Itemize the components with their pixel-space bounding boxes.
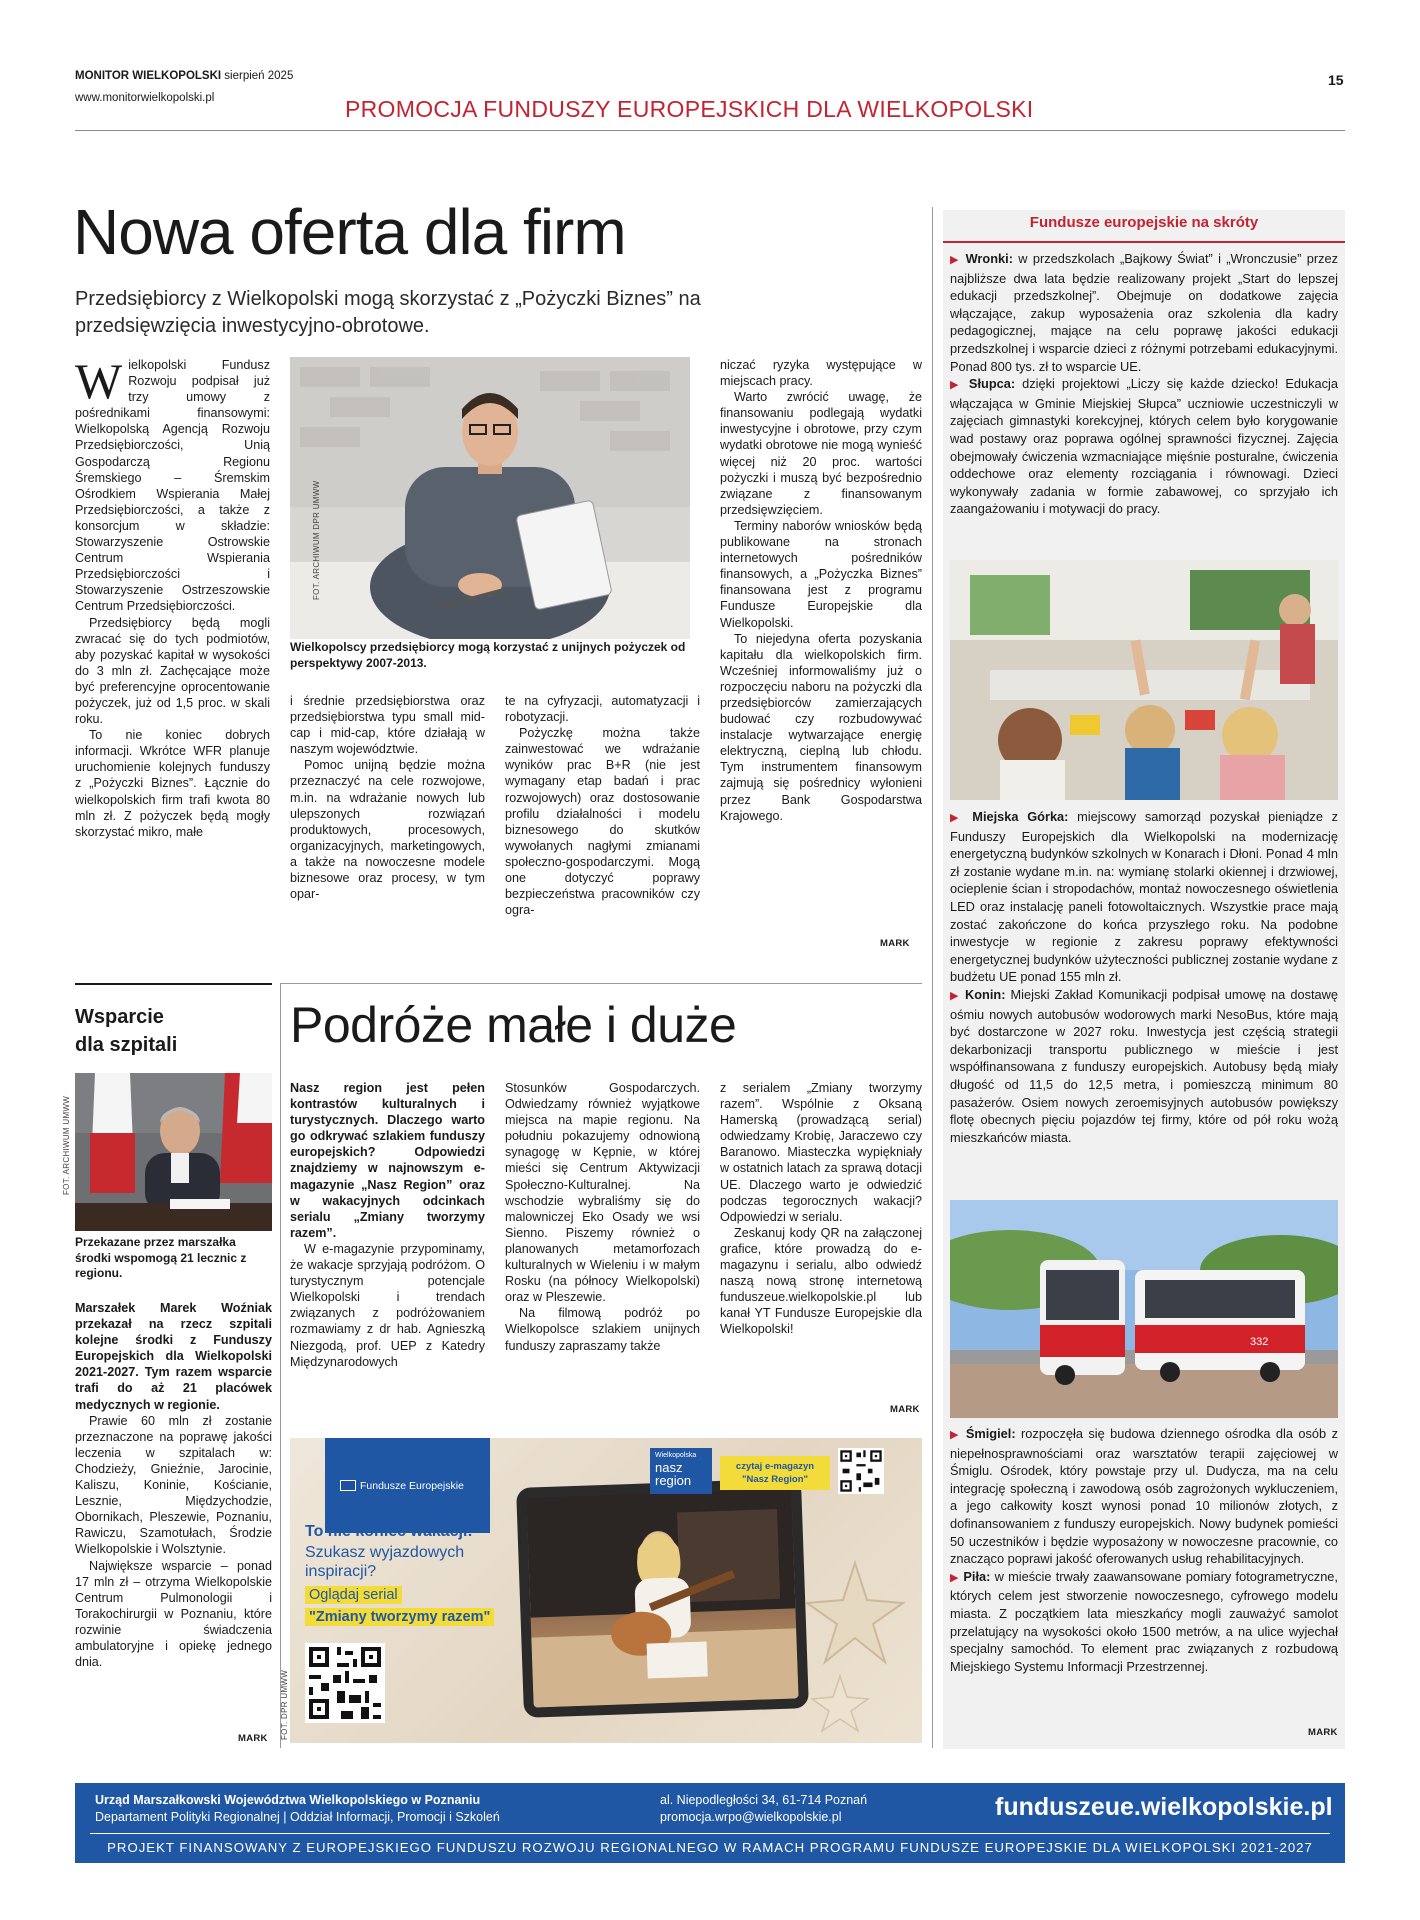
footer-bar [75,1783,1345,1863]
main-article-col-2 [290,693,485,958]
ad-subheadline: Szukasz wyjazdowych inspiracji? [305,1544,465,1580]
bullet-triangle-icon: ▶ [950,989,960,1002]
main-article-lede: Przedsiębiorcy z Wielkopolski mogą skorzystać z „Pożyczki Biznes” na przedsięwzięcia inwestycyjno-obrotowe. [75,288,701,337]
paragraph: Przedsiębiorcy będą mogli zwracać się do tych podmiotów, aby pozyskać kapitał w wysokości do 3 mln zł. Zachęcające może być preferencyjne oprocentowanie pożyczek, już od 1,5 proc. w skali roku. [75,615,270,727]
news-text: Miejski Zakład Komunikacji podpisał umowę na dostawę ośmiu nowych autobusów wodorowych marki NesoBus, które mają być dostarczone w 2027 roku. Inwestycja jest częścią strategii dekarbonizacji transportu publicznego w mieście i jest współfinansowana z funduszy europejskich. Autobusy będą miały długość od 11,5 do 12,5 metra, i pomieszczą minimum 80 pasażerów. Osiem nowych zeroemisyjnych autobusów powiększy flotę obecnych pięciu pojazdów tej firmy, które od pół roku wożą mieszkańców miasta. [950,986,1338,1145]
author-signature: MARK [890,1404,920,1415]
badge-line: czytaj e-magazyn [735,1461,815,1472]
paragraph: Terminy naborów wniosków będą publikowane na stronach internetowych pośredników finansowych, a „Pożyczka Biznes” finansowana jest z programu Fundusze Europejskie dla Wielkopolski. [720,518,922,630]
badge-line: "Nasz Region" [741,1474,809,1485]
bullet-triangle-icon: ▶ [950,379,962,392]
hospital-article-body [75,1300,272,1750]
news-item-wronki [950,250,1338,375]
page-number: 15 [1328,72,1344,88]
title-line: dla szpitali [75,1034,178,1056]
section-divider [75,983,272,985]
paragraph: Pomoc unijną będzie można przeznaczyć na cele rozwojowe, m.in. na wdrażanie nowych lub ulepszonych rozwiązań produktowych, procesowych, organizacyjnych, marketingowych, a także na nowoczesne modele biznesowe oraz procesy, w tym opar- [290,758,485,902]
nasz-region-advertisement[interactable] [290,1438,922,1743]
photo-caption: Wielkopolscy przedsiębiorcy mogą korzystać z unijnych pożyczek od perspektywy 2007-2013. [290,640,686,670]
article-lead: Marszałek Marek Woźniak przekazał na rzecz szpitali kolejne środki z Funduszy Europejskich dla Wielkopolski 2021-2027. Tym razem wsparcie trafi do aż 21 placówek medycznych w regionie. [75,1301,272,1412]
travel-article-col-2 [505,1080,700,1425]
drop-cap: W [75,357,123,409]
paragraph: Prawie 60 mln zł zostanie przeznaczone na poprawę jakości leczenia w szpitalach w: Chodzieży, Gnieźnie, Jarocinie, Kaliszu, Koninie, Kościanie, Lesznie, Międzychodzie, Obornikach, Pleszewie, Poznaniu, Rawiczu, Szamotułach, Środzie Wielkopolskie i Wolsztynie. [75,1413,272,1557]
news-text: rozpoczęła się budowa dziennego ośrodka dla osób z niepełnosprawnościami oraz warsztatów terapii zajęciowej w Śmiglu. Ośrodek, który powstaje przy ul. Dudycza, ma na celu integrację społeczną i zawodową osób zagrożonych wykluczeniem, a jego całkowity koszt wynosi ponad 10 milionów złotych, z dofinansowaniem z funduszy europejskich. Nowy budynek pomieści 50 uczestników i będzie wyposażony w nowoczesne pracownie, co znacząco poprawi jakość oferowanych usług rehabilitacyjnych. [950,1426,1338,1567]
footer-institution: Urząd Marszałkowski Województwa Wielkopolskiego w Poznaniu [95,1793,481,1807]
publication-url[interactable]: www.monitorwielkopolski.pl [75,92,215,104]
footer-divider [90,1833,1330,1834]
news-item-konin [950,986,1338,1146]
news-place: Piła: [963,1568,991,1584]
news-item-pila [950,1568,1338,1676]
paragraph: Największe wsparcie – ponad 17 mln zł – otrzyma Wielkopolskie Centrum Pulmonologii i Torakochirurgii w Poznaniu, które rozwinie świadczenia ambulatoryjne i opiekę jednego dnia. [75,1558,272,1670]
bullet-triangle-icon: ▶ [950,1429,961,1441]
paragraph: W e-magazynie przypominamy, że wakacje sprzyjają podróżom. O turystycznym potencjale Wielkopolski i trendach związanych z podróżowaniem rozmawiamy z dr hab. Agnieszką Niezgodą, prof. UEP z Katedry Międzynarodowych [290,1241,485,1369]
news-text: miejscowy samorząd pozyskał pieniądze z Funduszy Europejskich dla Wielkopolski na modernizację energetyczną budynków szkolnych w Konarach i Dłoni. Ponad 4 mln zł zostanie wydane m.in. na: wymianę stolarki okiennej i drzwiowej, ocieplenie ścian i stropodachów, montaż nowoczesnego oświetlenia LED oraz instalację paneli fotowoltaicznych. Wszystkie prace mają zostać zakończone do końca przyszłego roku. Na podobne inwestycje w regionie z zakresu poprawy efektywności energetycznej budynków użyteczności publicznej zostanie wydane z budżetu UE ponad 155 mln zł. [950,809,1338,985]
author-signature: MARK [1308,1727,1338,1738]
bullet-triangle-icon: ▶ [950,812,964,824]
photo-credit: FOT. DPR UMWW [280,1669,289,1740]
paragraph: To nie koniec dobrych informacji. Wkrótce WFR planuje uruchomienie kolejnych funduszy z „Pożyczki Biznes”. Łącznie do wielkopolskich firm trafi kwota 80 mln zł. Z pożyczek będą mogły skorzystać mikro, małe [75,728,270,839]
paragraph: i średnie przedsiębiorstwa oraz przedsiębiorstwa typu small mid-cap i mid-cap, które działają w naszym województwie. [290,694,485,757]
bus-number-label: 332 [1250,1336,1269,1348]
read-magazine-badge [720,1456,830,1490]
paragraph: Pożyczkę można także zainwestować we wdrażanie wyników prac B+R (nie jest wymagany etap badań i prac rozwojowych) oraz dostosowanie profilu działalności i modelu biznesowego do skutków wywołanych nagłymi zmianami społeczno-gospodarczymi. Mogą one dotyczyć poprawy bezpieczeństwa pracowników czy ogra- [505,726,700,918]
logo-small-text: Wielkopolska [655,1452,697,1459]
main-article-col-1 [75,357,270,957]
news-place: Miejska Górka: [972,809,1069,824]
classroom-photo [950,560,1338,800]
bus-photo [950,1200,1338,1418]
qr-code-serial[interactable] [305,1643,385,1723]
footer-department: Departament Polityki Regionalnej | Oddział Informacji, Promocji i Szkoleń [95,1810,500,1824]
ad-watch-label: Oglądaj serial [305,1586,402,1604]
nasz-region-logo [650,1448,712,1494]
paragraph: niczać ryzyka występujące w miejscach pracy. [720,358,922,389]
ad-headline: To nie koniec wakacji! [305,1523,473,1540]
logo-word: region [655,1473,692,1488]
footer-project-line: PROJEKT FINANSOWANY Z EUROPEJSKIEGO FUNDUSZU ROZWOJU REGIONALNEGO W RAMACH PROGRAMU FUNDUSZE EUROPEJSKIE DLA WIELKOPOLSKI 2021-2027 [107,1840,1313,1855]
news-place: Słupca: [968,376,1016,392]
bullet-triangle-icon: ▶ [950,1571,960,1584]
sidebar-title: Fundusze europejskie na skróty [1029,214,1259,231]
column-divider [280,983,281,1748]
title-line: Wsparcie [75,1006,164,1028]
photo-credit: FOT. ARCHIWUM DPR UMWW [312,480,321,600]
ad-series-name: "Zmiany tworzymy razem" [305,1608,494,1626]
paragraph: Na filmową podróż po Wielkopolsce szlakiem unijnych funduszy zapraszamy także [505,1306,700,1353]
header-divider [75,130,1345,131]
sidebar-divider [943,241,1345,243]
news-text: dzięki projektowi „Liczy się każde dziecko! Edukacja włączająca w Gminie Miejskiej Słupca” uczniowie uczestniczyli w zajęciach gimnastyki korekcyjnej, których celem było korygowanie wad postawy oraz poprawa ogólnej sprawności fizycznej. Zajęcia obejmowały ćwiczenia wzmacniające mięśnie posturalne, ćwiczenia oddechowe oraz elementy rozciągania i równowagi. Dzieci wykonywały zadania w formie zabawowej, co sprzyjało ich zaangażowaniu i motywacji do pracy. [950,376,1338,517]
news-place: Konin: [964,986,1006,1002]
news-text: w przedszkolach „Bajkowy Świat” i „Wronczusie” przez najbliższe dwa lata będzie realizowany projekt „Start do lepszej edukacji przedszkolnej”. Obejmuje on dodatkowe zajęcia włączające, zakup wyposażenia oraz szkolenia dla kadry pedagogicznej, mające na celu poprawę jakości edukacji przedszkolnej i wsparcie dzieci z różnymi potrzebami edukacyjnymi. Ponad 800 tys. zł to wsparcie UE. [950,251,1338,374]
issue-date: sierpień 2025 [224,70,294,82]
qr-code-magazine[interactable] [838,1448,884,1494]
tablet-screen [526,1488,798,1707]
publication-name: MONITOR WIELKOPOLSKI [75,70,222,82]
travel-article-col-1 [290,1080,485,1425]
news-place: Wronki: [965,251,1013,266]
businessman-photo [290,357,690,639]
footer-address: al. Niepodległości 34, 61-714 Poznań [660,1793,868,1807]
news-item-smigiel [950,1425,1338,1568]
logo-word: nasz [655,1460,683,1475]
travel-article-title: Podróże małe i duże [290,997,737,1053]
travel-article-col-3 [720,1080,922,1425]
author-signature: MARK [238,1733,268,1744]
starfish-icon [805,1558,905,1668]
paragraph: To niejedyna oferta pozyskania kapitału dla wielkopolskich firm. Wcześniej informowaliśmy już o rozpoczęciu naboru na pożyczki dla przedsiębiorców zamierzających budować czy rozbudowywać instalacje wytwarzające energię elektryczną, cieplną lub chłodu. Tym instrumentem finansowym zajmują się pośrednicy wyłonieni przez Bank Gospodarstwa Krajowego. [720,631,922,823]
sidebar-news-mid [950,808,1338,1188]
paragraph: ielkopolski Fundusz Rozwoju podpisał już trzy umowy z pośrednikami finansowymi: Wielkopolską Agencją Rozwoju Przedsiębiorczości, Unią Gospodarczą Regionu Śremskiego – Śremskim Ośrodkiem Wspierania Małej Przedsiębiorczości, a także z konsorcjum w składzie: Stowarzyszenie Ostrowskie Centrum Wspierania Przedsiębiorczości i Stowarzyszenie Ostrzeszowskie Centrum Przedsiębiorczości. [75,358,270,614]
paragraph: Warto zwrócić uwagę, że finansowaniu podlegają wydatki inwestycyjne i obrotowe, przy czym wydatki obrotowe nie mogą wynieść więcej niż 20 proc. wartości pożyczki i muszą być bezpośrednio związane z finansowanym przedsięwzięciem. [720,390,922,517]
ad-brand-block [325,1438,490,1533]
paragraph: te na cyfryzacji, automatyzacji i robotyzacji. [505,694,700,725]
marshal-signing-photo [75,1073,272,1231]
paragraph: z serialem „Zmiany tworzymy razem”. Wspólnie z Oksaną Hamerską (prowadzącą serial) odwiedzamy Krobię, Jaraczewo czy Baranowo. Miasteczka wypiękniały w ostatnich latach za sprawą dotacji UE. Dlaczego warto je odwiedzić podczas tegorocznych wakacji? Odpowiedzi w serialu. [720,1081,922,1224]
news-item-slupca [950,375,1338,518]
bullet-triangle-icon: ▶ [950,254,961,266]
news-place: Śmigiel: [965,1426,1016,1441]
main-article-title: Nowa oferta dla firm [73,196,626,268]
sidebar-news-bottom [950,1425,1338,1740]
eu-flag-icon [340,1480,356,1491]
author-signature: MARK [880,938,910,949]
sidebar-news-top [950,250,1338,550]
news-item-miejska-gorka [950,808,1338,986]
section-divider [280,983,922,984]
paragraph: Stosunków Gospodarczych. Odwiedzamy również wyjątkowe miejsca na mapie regionu. Na południu pokazujemy odnowioną synagogę w Kępnie, w której mieści się Centrum Aktywizacji Społeczno-Kulturalnej. Na wschodzie wybraliśmy się do malowniczej Eko Osady we wsi Sienno. Piszemy również o planowanych metamorfozach kulturalnych w Wieleniu i w małym Rosku (na północy Wielkopolski) oraz w Pleszewie. [505,1081,700,1305]
starfish-small-icon [810,1673,870,1733]
article-lead: Nasz region jest pełen kontrastów kulturalnych i turystycznych. Dlaczego warto go odkrywać szlakiem funduszy europejskich? Odpowiedzi znajdziemy w najnowszym e-magazynie „Nasz Region” oraz w wakacyjnych odcinkach serialu „Zmiany tworzymy razem”. [290,1081,485,1240]
main-article-col-3 [505,693,700,958]
photo-credit: FOT. ARCHIWUM UMWW [62,1095,71,1195]
tablet-illustration [516,1478,809,1718]
news-text: w mieście trwały zaawansowane pomiary fotogrametryczne, których celem jest stworzenie nowoczesnego, cyfrowego modelu miasta. Z początkiem lata mieszkańcy mogli zauważyć samolot przelatujący na wysokości około 1500 metrów, a na ulice wyjechał specjalny samochód. To element prac związanych z rozbudową Miejskiego Systemu Informacji Przestrzennej. [950,1568,1338,1674]
column-divider [932,207,933,1748]
masthead [75,70,293,82]
main-article-col-4 [720,357,922,957]
hospital-article-title [75,1003,177,1059]
paragraph: Zeskanuj kody QR na załączonej grafice, które prowadzą do e-magazynu i serialu, albo odwiedź naszą nową stronę internetową funduszeue.wielkopolskie.pl lub kanał YT Fundusze Europejskie dla Wielkopolski! [720,1225,922,1337]
footer-website-link[interactable]: funduszeue.wielkopolskie.pl [995,1793,1333,1821]
ad-brand-name: Fundusze Europejskie [360,1480,464,1492]
footer-email-link[interactable]: promocja.wrpo@wielkopolskie.pl [660,1810,842,1824]
section-banner: PROMOCJA FUNDUSZY EUROPEJSKICH DLA WIELKOPOLSKI [345,96,1034,122]
photo-caption: Przekazane przez marszałka środki wspomogą 21 lecznic z regionu. [75,1235,247,1280]
